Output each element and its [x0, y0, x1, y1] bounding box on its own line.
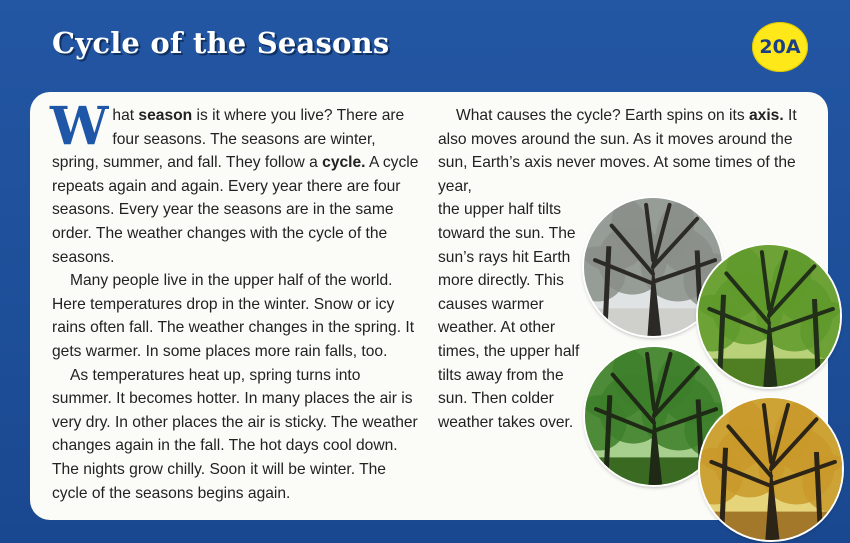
drop-cap: W: [50, 96, 109, 157]
paragraph-axis: [438, 104, 808, 198]
tree-illustration: [700, 398, 842, 540]
photo-fall-tree: [700, 398, 842, 540]
text-span: It also moves around the sun. As it moves around the sun, Earth’s axis never moves. At some times of the year,: [438, 107, 797, 195]
text-span: hat: [112, 107, 139, 124]
paragraph-upper-half: Many people live in the upper half of the world. Here temperatures drop in the winter. Snow or icy rains often fall. The weather changes in the spring. It gets warmer. In some places more rain falls, too.: [52, 272, 415, 360]
page-title: Cycle of the Seasons: [52, 26, 390, 60]
photo-spring-tree: [698, 245, 840, 387]
page-number-badge: 20A: [752, 22, 808, 72]
paragraph-intro: [50, 96, 424, 269]
vocab-word-axis: axis.: [748, 107, 784, 124]
tree-illustration: [698, 245, 840, 387]
paragraph-tilt: the upper half tilts toward the sun. The sun’s rays hit Earth more directly. This causes warmer weather. At other times, the upper half tilts away from the sun. Then colder weather takes over.: [438, 201, 580, 431]
left-column: [50, 96, 424, 505]
paragraph-summer: As temperatures heat up, spring turns into summer. It becomes hotter. In many places the air is very dry. In other places the air is sticky. The weather changes again in the fall. The hot days cool down. The nights grow chilly. Soon it will be winter. The cycle of the seasons begins again.: [52, 366, 418, 502]
text-span: What causes the cycle? Earth spins on its: [456, 107, 749, 124]
text-span: A cycle repeats again and again. Every year there are four seasons. Every year the seasons are in the same order. The weather changes with the cycle of the seasons.: [52, 154, 419, 266]
vocab-word-season: season: [138, 107, 193, 124]
text-span: is it where you live? There are four seasons. The seasons are winter, spring, summer, and fall. They follow a: [52, 107, 405, 172]
vocab-word-cycle: cycle.: [322, 154, 366, 172]
